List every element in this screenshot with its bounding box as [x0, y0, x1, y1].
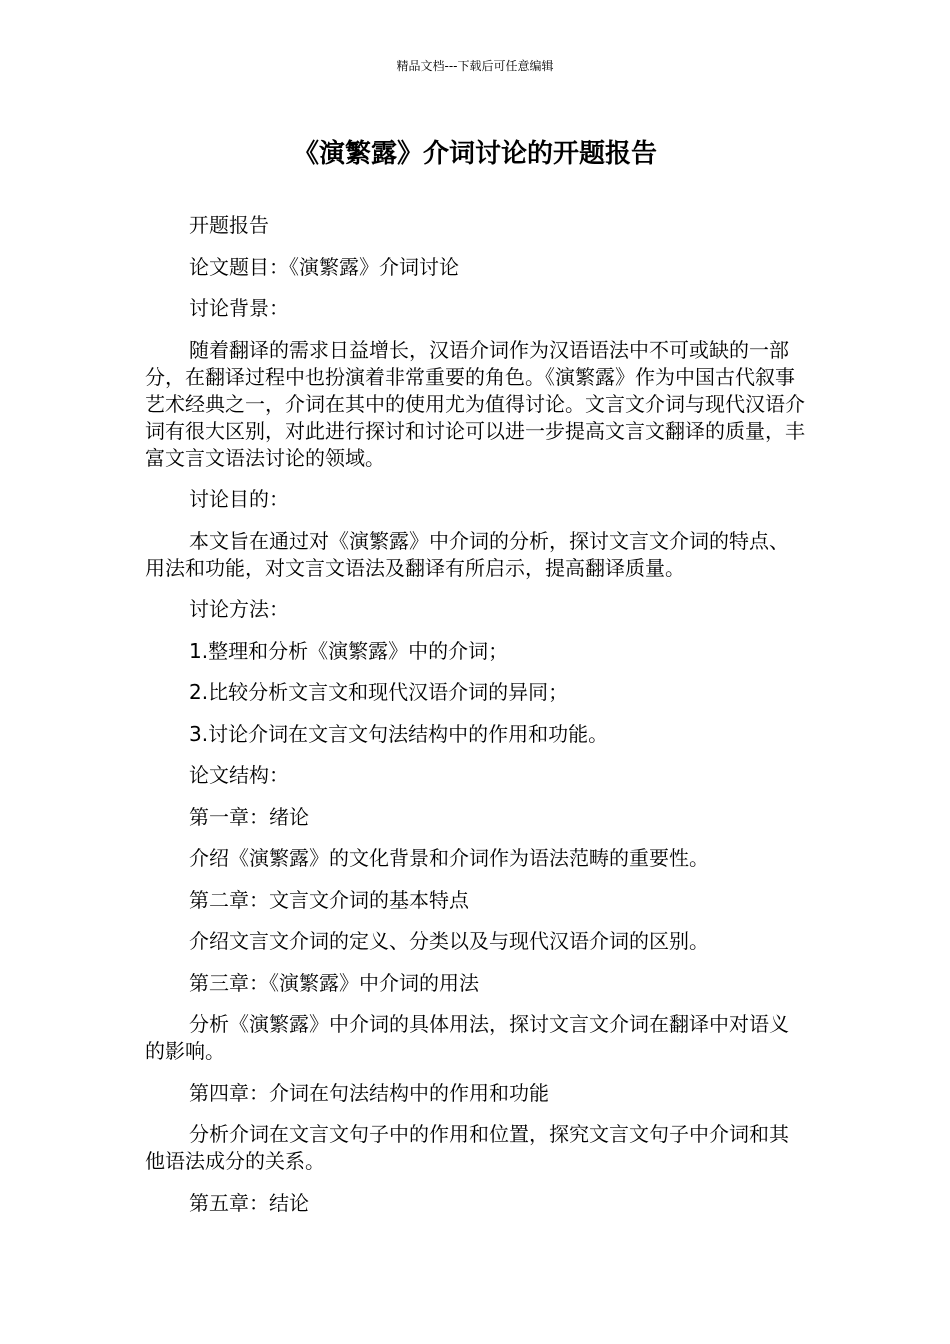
paragraph-background-text: 随着翻译的需求日益增长，汉语介词作为汉语语法中不可或缺的一部分，在翻译过程中也扮演着非常重要的角色。《演繁露》作为中国古代叙事艺术经典之一，介词在其中的使用尤为值得讨论。文言文介词与现代汉语介词有很大区别，对此进行探讨和讨论可以进一步提高文言文翻译的质量，丰富文言文语法讨论的领域。: [145, 337, 805, 470]
paragraph-method-2: 2.比较分析文言文和现代汉语介词的异同；: [189, 680, 569, 704]
paragraph-method-1: 1.整理和分析《演繁露》中的介词；: [189, 638, 509, 663]
paragraph-chapter-1: 第一章：绪论: [189, 804, 309, 829]
paragraph-chapter-2-text: 介绍文言文介词的定义、分类以及与现代汉语介词的区别。: [189, 929, 709, 953]
paragraph-chapter-5: 第五章：结论: [189, 1190, 309, 1215]
paragraph-chapter-3-text: 分析《演繁露》中介词的具体用法，探讨文言文介词在翻译中对语义的影响。: [145, 1012, 789, 1063]
paragraph-method-3: 3.讨论介词在文言文句法结构中的作用和功能。: [189, 721, 609, 746]
paragraph-chapter-4-text: 分析介词在文言文句子中的作用和位置，探究文言文句子中介词和其他语法成分的关系。: [145, 1122, 789, 1173]
paragraph-thesis-title: 论文题目：《演繁露》介词讨论: [189, 254, 459, 279]
page-header: 精品文档---下载后可任意编辑: [396, 59, 554, 73]
paragraph-chapter-2: 第二章：文言文介词的基本特点: [189, 887, 469, 912]
paragraph-chapter-3: 第三章：《演繁露》中介词的用法: [189, 970, 479, 995]
document-body: [145, 212, 805, 1231]
paragraph-purpose-heading: 讨论目的：: [189, 487, 289, 511]
paragraph-structure-heading: 论文结构：: [189, 763, 289, 787]
paragraph-chapter-1-text: 介绍《演繁露》的文化背景和介词作为语法范畴的重要性。: [189, 846, 709, 870]
document-title: 《演繁露》介词讨论的开题报告: [292, 139, 657, 169]
paragraph-background-heading: 讨论背景：: [189, 296, 289, 320]
paragraph-purpose-text: 本文旨在通过对《演繁露》中介词的分析，探讨文言文介词的特点、用法和功能，对文言文语法及翻译有所启示，提高翻译质量。: [145, 528, 789, 580]
paragraph-report-label: 开题报告: [189, 213, 269, 237]
paragraph-chapter-4: 第四章：介词在句法结构中的作用和功能: [189, 1080, 549, 1105]
paragraph-method-heading: 讨论方法：: [189, 597, 289, 621]
